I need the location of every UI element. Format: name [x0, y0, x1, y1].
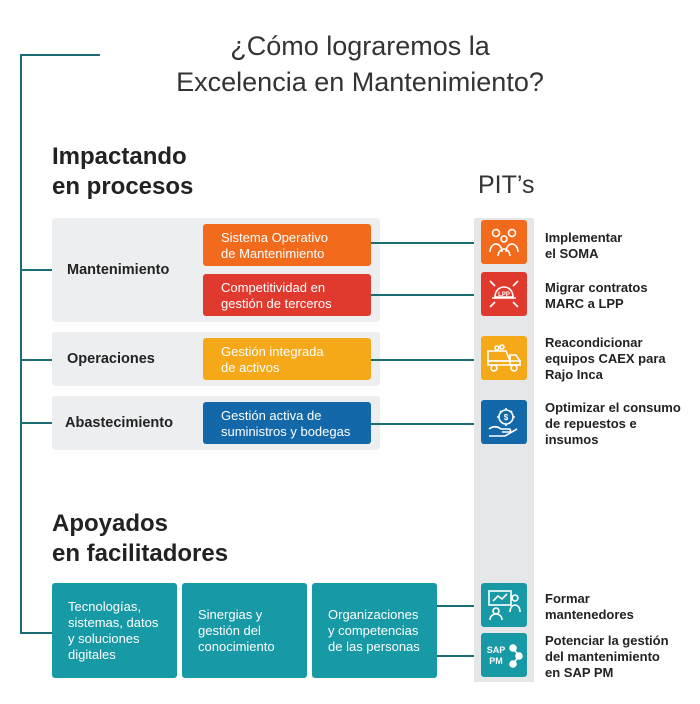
hand-gear-money-icon — [481, 400, 527, 444]
connector-lpp — [371, 294, 481, 296]
pit-text-caex: Reacondicionar equipos CAEX para Rajo Inca — [545, 335, 666, 382]
process-competitividad: Competitividad en gestión de terceros — [203, 274, 371, 316]
area-label-mantenimiento: Mantenimiento — [67, 262, 170, 278]
dump-truck-icon — [481, 336, 527, 380]
left-bracket-top — [20, 54, 100, 56]
facilitator-organizaciones: Organizaciones y competencias de las personas — [312, 583, 437, 678]
connector-caex — [371, 359, 481, 361]
team-gears-icon — [481, 220, 527, 264]
left-bracket-branch-operaciones — [20, 359, 52, 361]
pit-text-repuestos: Optimizar el consumo de repuestos e insumos — [545, 400, 681, 447]
left-bracket-vertical — [20, 54, 22, 634]
processes-heading: Impactando en procesos — [52, 143, 194, 200]
facilitator-tecnologias: Tecnologías, sistemas, datos y soluciones digitales — [52, 583, 177, 678]
left-bracket-branch-mantenimiento — [20, 269, 52, 271]
svg-text:SAP: SAP — [486, 645, 506, 655]
process-sistema-operativo: Sistema Operativo de Mantenimiento — [203, 224, 371, 266]
connector-repuestos — [371, 423, 481, 425]
svg-text:$: $ — [503, 413, 509, 422]
area-label-abastecimiento: Abastecimiento — [65, 415, 173, 431]
process-gestion-activos: Gestión integrada de activos — [203, 338, 371, 380]
left-bracket-branch-facilitadores — [20, 632, 52, 634]
svg-text:PM: PM — [489, 656, 503, 666]
svg-text:LPP: LPP — [498, 292, 510, 298]
area-label-operaciones: Operaciones — [67, 351, 155, 367]
training-icon — [481, 583, 527, 627]
pit-text-formar: Formar mantenedores — [545, 591, 634, 622]
pit-text-sap: Potenciar la gestión del mantenimiento en SAP PM — [545, 633, 669, 680]
lpp-helmet-icon — [481, 272, 527, 316]
process-gestion-suministros: Gestión activa de suministros y bodegas — [203, 402, 371, 444]
pit-text-lpp: Migrar contratos MARC a LPP — [545, 280, 648, 311]
sap-pm-share-icon — [481, 633, 527, 677]
connector-soma — [371, 242, 481, 244]
pit-text-soma: Implementar el SOMA — [545, 230, 623, 261]
facilitators-heading: Apoyados en facilitadores — [52, 510, 229, 567]
facilitator-sinergias: Sinergias y gestión del conocimiento — [182, 583, 307, 678]
pits-heading: PIT’s — [478, 171, 535, 199]
page-title: ¿Cómo lograremos la Excelencia en Mantenimiento? — [176, 31, 544, 97]
left-bracket-branch-abastecimiento — [20, 422, 52, 424]
